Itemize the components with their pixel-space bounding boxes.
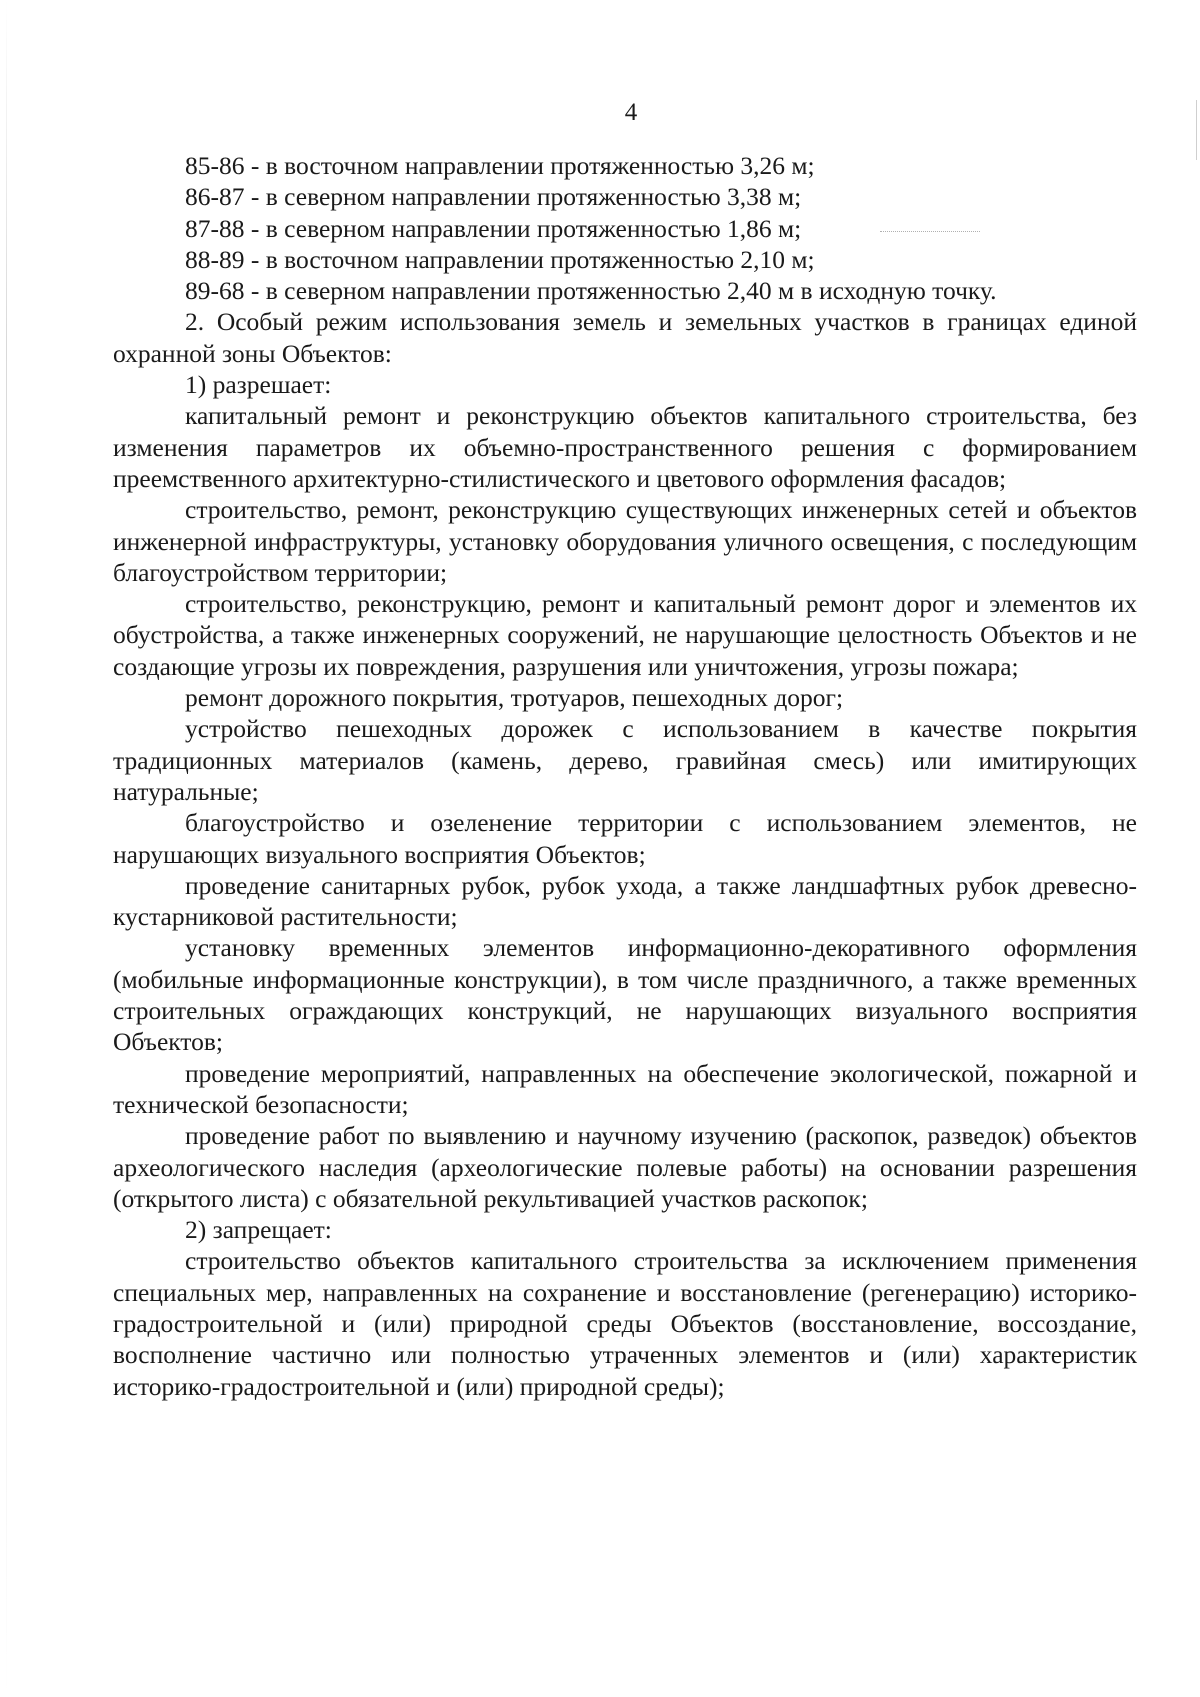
paragraph-prohibits-heading: 2) запрещает: [185, 1215, 332, 1245]
paragraph-allows-heading: 1) разрешает: [185, 370, 332, 400]
paragraph-segment-89-68: 89-68 - в северном направлении протяженностью 2,40 м в исходную точку. [185, 276, 997, 306]
paragraph-segment-88-89: 88-89 - в восточном направлении протяженностью 2,10 м; [185, 244, 815, 274]
paragraph-section-2-heading: 2. Особый режим использования земель и земельных участков в границах единой охранной зоны Объектов: [113, 307, 1137, 368]
paragraph-segment-86-87: 86-87 - в северном направлении протяженностью 3,38 м; [185, 182, 802, 212]
paragraph-allowed-item: строительство, реконструкцию, ремонт и капитальный ремонт дорог и элементов их обустройства, а также инженерных сооружений, не нарушающие целостность Объектов и не создающие угрозы их повреждения, разрушения или уничтожения, угрозы пожара; [113, 589, 1137, 681]
scan-edge-left [6, 0, 7, 1697]
paragraph-allowed-item: ремонт дорожного покрытия, тротуаров, пешеходных дорог; [185, 683, 844, 713]
paragraph-allowed-item: капитальный ремонт и реконструкцию объектов капитального строительства, без изменения параметров их объемно-пространственного решения с формированием преемственного архитектурно-стилистического и цветового оформления фасадов; [113, 401, 1137, 493]
paragraph-prohibited-item: строительство объектов капитального строительства за исключением применения специальных мер, направленных на сохранение и восстановление (регенерацию) историко-градостроительной и (или) природной среды Объектов (восстановление, воссоздание, восполнение частично или полностью утраченных элементов и (или) характеристик историко-градостроительной и (или) природной среды); [113, 1246, 1137, 1401]
paragraph-segment-85-86: 85-86 - в восточном направлении протяженностью 3,26 м; [185, 151, 815, 180]
paragraph-allowed-item: проведение санитарных рубок, рубок ухода, а также ландшафтных рубок древесно-кустарниковой растительности; [113, 870, 1137, 932]
paragraph-allowed-item: строительство, ремонт, реконструкцию существующих инженерных сетей и объектов инженерной инфраструктуры, установку оборудования уличного освещения, с последующим благоустройством территории; [113, 495, 1137, 587]
paragraph-allowed-item: проведение мероприятий, направленных на обеспечение экологической, пожарной и технической безопасности; [113, 1058, 1137, 1119]
document-body [113, 150, 1137, 1402]
paragraph-allowed-item: установку временных элементов информационно-декоративного оформления (мобильные информационные конструкции), в том числе праздничного, а также временных строительных ограждающих конструкций, не нарушающих визуального восприятия Объектов; [113, 933, 1137, 1057]
page-number: 4 [624, 99, 638, 126]
paragraph-allowed-item: благоустройство и озеленение территории с использованием элементов, не нарушающих визуального восприятия Объектов; [113, 808, 1137, 869]
paragraph-allowed-item: проведение работ по выявлению и научному изучению (раскопок, разведок) объектов археологического наследия (археологические полевые работы) на основании разрешения (открытого листа) с обязательной рекультивацией участков раскопок; [113, 1121, 1137, 1213]
paragraph-allowed-item: устройство пешеходных дорожек с использованием в качестве покрытия традиционных материалов (камень, дерево, гравийная смесь) или имитирующих натуральные; [113, 714, 1137, 806]
paragraph-segment-87-88: 87-88 - в северном направлении протяженностью 1,86 м; [185, 213, 802, 243]
